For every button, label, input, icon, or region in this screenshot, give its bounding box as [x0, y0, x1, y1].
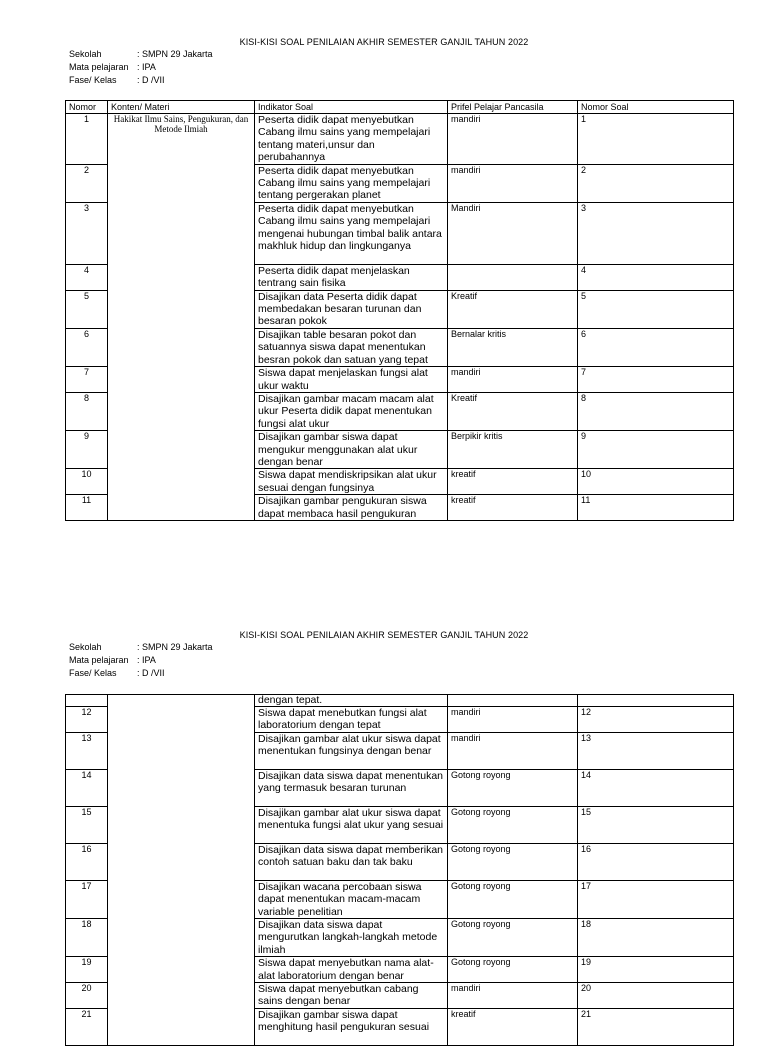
indikator-soal: Siswa dapat menyebutkan cabang sains dengan benar — [255, 983, 448, 1009]
indikator-soal: Peserta didik dapat menyebutkan Cabang ilmu sains yang mempelajari mengenai hubungan timbal balik antara makhluk hidup dan lingkunganya — [255, 202, 448, 264]
nomor-soal: 20 — [578, 983, 734, 1009]
header-konten: Konten/ Materi — [108, 101, 255, 114]
nomor-soal: 7 — [578, 367, 734, 393]
profil-pelajar: Gotong royong — [448, 880, 578, 918]
indikator-soal: Disajikan gambar alat ukur siswa dapat menentuka fungsi alat ukur yang sesuai — [255, 806, 448, 843]
page-2 — [0, 588, 768, 1034]
profil-pelajar: mandiri — [448, 367, 578, 393]
profil-pelajar: Bernalar kritis — [448, 328, 578, 366]
profil-pelajar: kreatif — [448, 495, 578, 521]
header-nomor: Nomor — [66, 101, 108, 114]
row-number: 10 — [66, 469, 108, 495]
nomor-soal: 15 — [578, 806, 734, 843]
row-number: 6 — [66, 328, 108, 366]
profil-pelajar: kreatif — [448, 1008, 578, 1045]
indikator-soal: Peserta didik dapat menyebutkan Cabang ilmu sains yang mempelajari tentang pergerakan planet — [255, 164, 448, 202]
nomor-soal: 16 — [578, 843, 734, 880]
kisi-kisi-table-page-2 — [65, 694, 734, 1046]
row-number: 12 — [66, 707, 108, 733]
profil-pelajar: mandiri — [448, 707, 578, 733]
nomor-soal: 17 — [578, 880, 734, 918]
row-number: 2 — [66, 164, 108, 202]
row-number: 16 — [66, 843, 108, 880]
indikator-soal: Disajikan data siswa dapat menentukan yang termasuk besaran turunan — [255, 769, 448, 806]
profil-pelajar: Gotong royong — [448, 769, 578, 806]
profil-pelajar: Kreatif — [448, 392, 578, 430]
nomor-soal: 13 — [578, 732, 734, 769]
profil-pelajar: kreatif — [448, 469, 578, 495]
indikator-soal: Disajikan gambar alat ukur siswa dapat menentukan fungsinya dengan benar — [255, 732, 448, 769]
indikator-soal: Disajikan data Peserta didik dapat membedakan besaran turunan dan besaran pokok — [255, 290, 448, 328]
continuation-row — [66, 695, 734, 707]
row-number: 19 — [66, 957, 108, 983]
row-number: 7 — [66, 367, 108, 393]
row-number: 9 — [66, 431, 108, 469]
nomor-soal: 2 — [578, 164, 734, 202]
meta-class: Fase/ Kelas : D /VII — [69, 75, 165, 85]
nomor-soal: 6 — [578, 328, 734, 366]
indikator-soal: Disajikan table besaran pokot dan satuannya siswa dapat menentukan besran pokok dan satuan yang tepat — [255, 328, 448, 366]
row-number: 14 — [66, 769, 108, 806]
indikator-soal: Peserta didik dapat menyebutkan Cabang ilmu sains yang mempelajari tentang materi,unsur dan perubahannya — [255, 114, 448, 165]
indikator-soal: Disajikan gambar pengukuran siswa dapat membaca hasil pengukuran — [255, 495, 448, 521]
profil-pelajar: mandiri — [448, 114, 578, 165]
meta-school: Sekolah : SMPN 29 Jakarta — [69, 49, 213, 59]
header-profil: Prifel Pelajar Pancasila — [448, 101, 578, 114]
profil-pelajar: Gotong royong — [448, 843, 578, 880]
materi-cell: Hakikat Ilmu Sains, Pengukuran, dan Metode Ilmiah — [108, 114, 255, 521]
row-number: 11 — [66, 495, 108, 521]
indikator-soal: Disajikan data siswa dapat memberikan contoh satuan baku dan tak baku — [255, 843, 448, 880]
row-number: 1 — [66, 114, 108, 165]
indikator-soal: Siswa dapat mendiskripsikan alat ukur sesuai dengan fungsinya — [255, 469, 448, 495]
continuation-text: dengan tepat. — [255, 695, 448, 707]
profil-pelajar: mandiri — [448, 732, 578, 769]
indikator-soal: Disajikan wacana percobaan siswa dapat menentukan macam-macam variable penelitian — [255, 880, 448, 918]
row-number: 21 — [66, 1008, 108, 1045]
profil-pelajar — [448, 264, 578, 290]
materi-cell-2 — [108, 695, 255, 1046]
profil-pelajar: Kreatif — [448, 290, 578, 328]
profil-pelajar: mandiri — [448, 983, 578, 1009]
indikator-soal: Peserta didik dapat menjelaskan tentrang sain fisika — [255, 264, 448, 290]
profil-pelajar: Gotong royong — [448, 806, 578, 843]
nomor-soal: 14 — [578, 769, 734, 806]
table-header-row — [66, 101, 734, 114]
meta-class-2: Fase/ Kelas : D /VII — [69, 668, 165, 678]
nomor-soal: 21 — [578, 1008, 734, 1045]
nomor-soal: 10 — [578, 469, 734, 495]
profil-pelajar: Berpikir kritis — [448, 431, 578, 469]
nomor-soal: 11 — [578, 495, 734, 521]
kisi-kisi-table-page-1 — [65, 100, 734, 521]
nomor-soal: 9 — [578, 431, 734, 469]
nomor-soal: 3 — [578, 202, 734, 264]
indikator-soal: Disajikan data siswa dapat mengurutkan langkah-langkah metode ilmiah — [255, 919, 448, 957]
row-number: 13 — [66, 732, 108, 769]
nomor-soal: 19 — [578, 957, 734, 983]
meta-block — [69, 48, 213, 87]
nomor-soal: 12 — [578, 707, 734, 733]
row-number: 17 — [66, 880, 108, 918]
document-title: KISI-KISI SOAL PENILAIAN AKHIR SEMESTER GANJIL TAHUN 2022 — [239, 37, 529, 47]
indikator-soal: Disajikan gambar macam macam alat ukur Peserta didik dapat menentukan fungsi alat ukur — [255, 392, 448, 430]
row-number: 5 — [66, 290, 108, 328]
header-indikator: Indikator Soal — [255, 101, 448, 114]
indikator-soal: Disajikan gambar siswa dapat menghitung hasil pengukuran sesuai — [255, 1008, 448, 1045]
meta-subject-2: Mata pelajaran : IPA — [69, 655, 156, 665]
indikator-soal: Siswa dapat menebutkan fungsi alat laboratorium dengan tepat — [255, 707, 448, 733]
table-row — [66, 114, 734, 165]
row-number: 3 — [66, 202, 108, 264]
row-number: 15 — [66, 806, 108, 843]
nomor-soal: 8 — [578, 392, 734, 430]
row-number: 18 — [66, 919, 108, 957]
row-number: 20 — [66, 983, 108, 1009]
profil-pelajar: mandiri — [448, 164, 578, 202]
indikator-soal: Disajikan gambar siswa dapat mengukur menggunakan alat ukur dengan benar — [255, 431, 448, 469]
profil-pelajar: Gotong royong — [448, 957, 578, 983]
meta-subject: Mata pelajaran : IPA — [69, 62, 156, 72]
row-number: 8 — [66, 392, 108, 430]
indikator-soal: Siswa dapat menjelaskan fungsi alat ukur waktu — [255, 367, 448, 393]
profil-pelajar: Mandiri — [448, 202, 578, 264]
meta-block-2 — [69, 641, 213, 680]
indikator-soal: Siswa dapat menyebutkan nama alat-alat laboratorium dengan benar — [255, 957, 448, 983]
nomor-soal: 5 — [578, 290, 734, 328]
nomor-soal: 1 — [578, 114, 734, 165]
profil-pelajar: Gotong royong — [448, 919, 578, 957]
nomor-soal: 4 — [578, 264, 734, 290]
document-title-2: KISI-KISI SOAL PENILAIAN AKHIR SEMESTER GANJIL TAHUN 2022 — [239, 630, 529, 640]
row-number: 4 — [66, 264, 108, 290]
header-nomor-soal: Nomor Soal — [578, 101, 734, 114]
nomor-soal: 18 — [578, 919, 734, 957]
meta-school-2: Sekolah : SMPN 29 Jakarta — [69, 642, 213, 652]
